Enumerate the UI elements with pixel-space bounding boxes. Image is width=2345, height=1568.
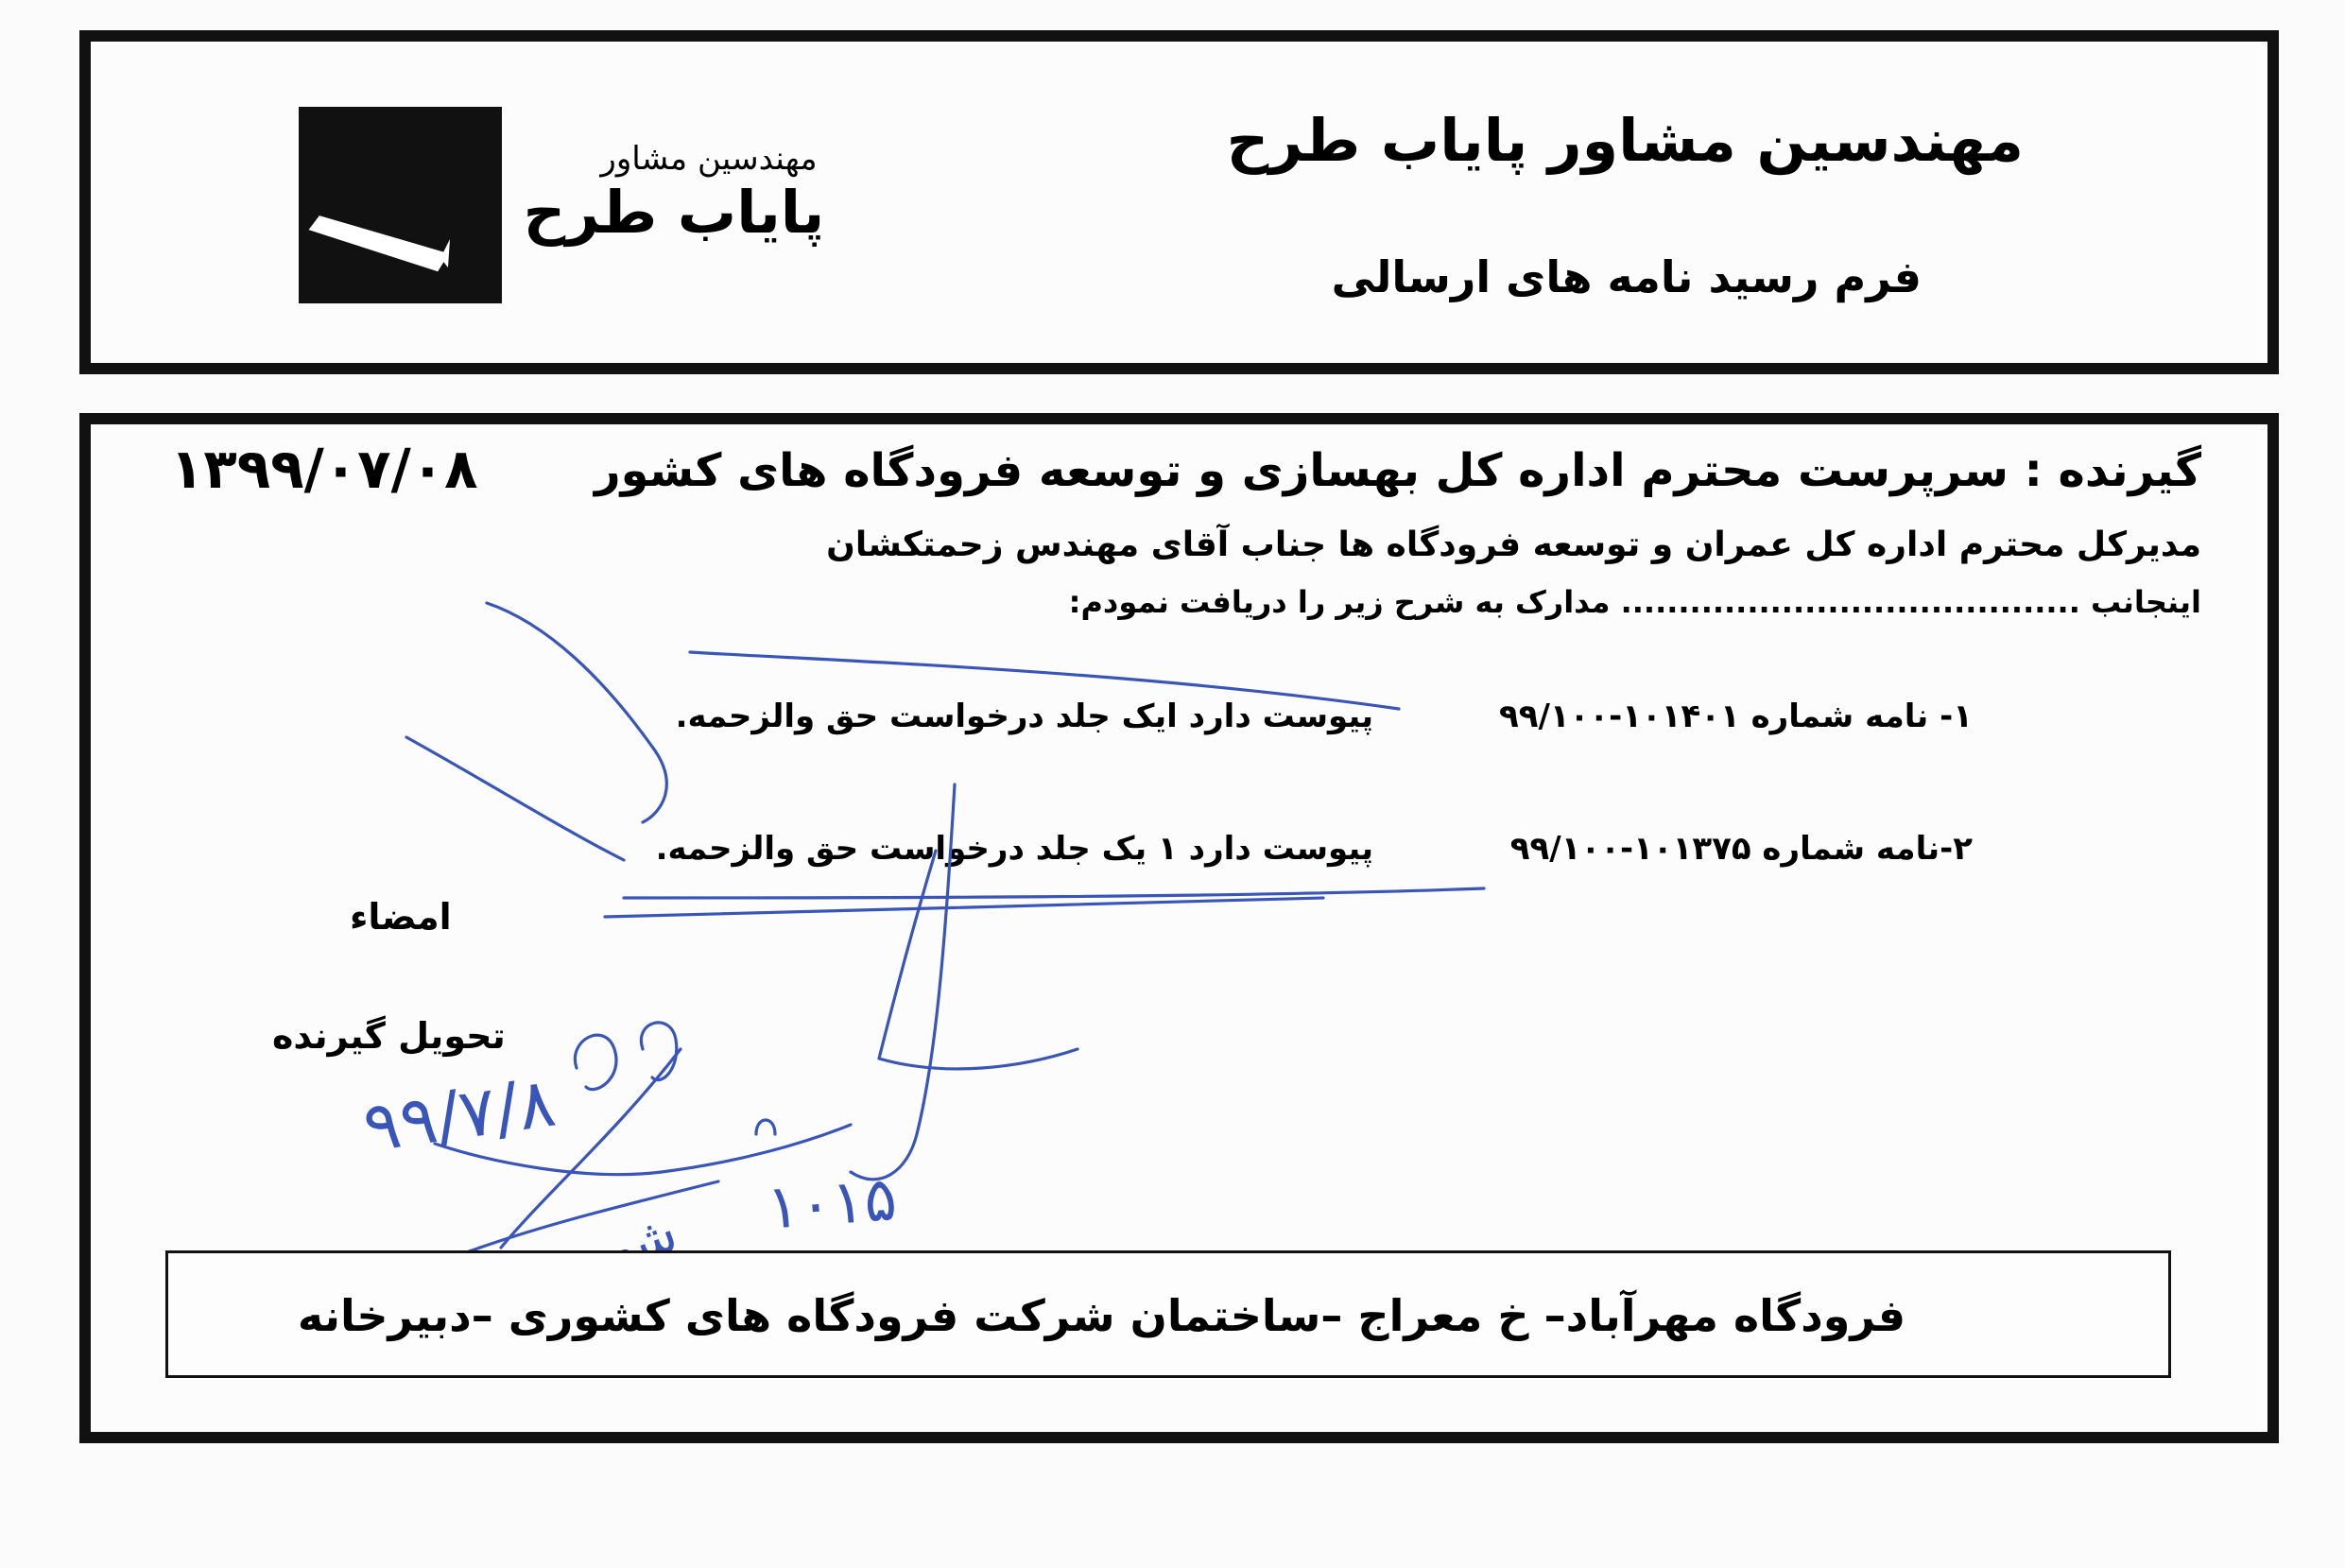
handwritten-date: ۹۹/۷/۸ (358, 1061, 560, 1168)
item-2-description: پیوست دارد ۱ یک جلد درخواست حق والزحمه. (655, 830, 1373, 868)
director-line: مدیرکل محترم اداره کل عمران و توسعه فرودگاه ها جناب آقای مهندس زحمتکشان (826, 526, 2201, 564)
item-1-number: ۱- نامه شماره ۱۰۱۴۰۱-۹۹/۱۰۰ (1498, 698, 1973, 735)
signature-stroke (756, 1120, 775, 1134)
signature-stroke (624, 888, 1484, 898)
item-2-number: ۲-نامه شماره ۱۰۱۳۷۵-۹۹/۱۰۰ (1509, 830, 1973, 868)
signature-stroke (851, 784, 955, 1180)
footer-address: فرودگاه مهرآباد– خ معراج –ساختمان شرکت فرودگاه های کشوری –دبیرخانه (297, 1290, 1906, 1341)
handwritten-number: ۱۰۱۵ (764, 1164, 900, 1244)
signature-label: امضاء (350, 896, 452, 938)
signature-stroke (690, 652, 1399, 709)
receipt-statement: اینجانب ........................................ مدارک به شرح زیر را دریافت نمودم: (1068, 584, 2201, 620)
signature-stroke (879, 851, 1078, 1069)
signature-stroke (605, 898, 1323, 917)
item-1-description: پیوست دارد ایک جلد درخواست حق والزحمه. (675, 698, 1373, 735)
form-title: فرم رسید نامه های ارسالی (1331, 251, 1922, 302)
logo-title: پایاب طرح (523, 178, 825, 247)
signature-stroke (406, 737, 624, 860)
signature-stroke (641, 1023, 676, 1080)
receiver-label: تحویل گیرنده (272, 1015, 506, 1057)
signature-stroke (575, 1035, 616, 1089)
logo-subtitle: مهندسین مشاور (600, 140, 818, 178)
signature-stroke (487, 603, 666, 822)
recipient-line: گیرنده : سرپرست محترم اداره کل بهسازی و توسعه فرودگاه های کشور (594, 444, 2201, 497)
letter-date: ۱۳۹۹/۰۷/۰۸ (170, 437, 478, 501)
company-name: مهندسین مشاور پایاب طرح (1226, 106, 2024, 175)
